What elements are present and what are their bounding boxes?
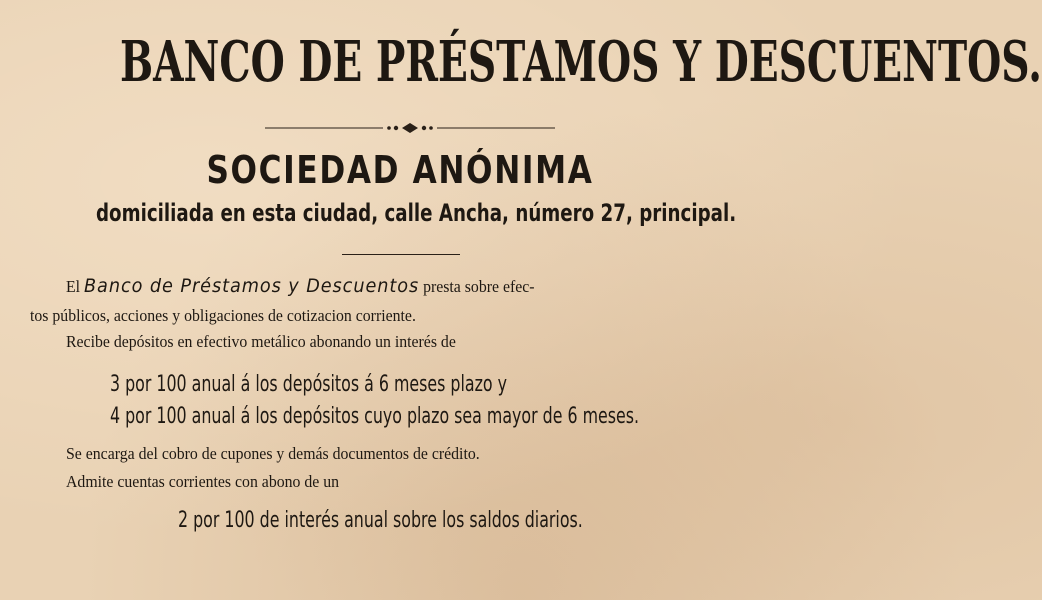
paragraph-4: Admite cuentas corrientes con abono de un — [66, 472, 340, 491]
society-heading: SOCIEDAD ANÓNIMA — [206, 148, 594, 192]
ornament-divider — [265, 119, 555, 137]
rate-line-2: 4 por 100 anual á los depósitos cuyo plazo sea mayor de 6 meses. — [110, 404, 640, 429]
paragraph-3: Se encarga del cobro de cupones y demás documentos de crédito. — [66, 444, 480, 463]
paragraph-2-line-1: Recibe depósitos en efectivo metálico abonando un interés de — [66, 332, 456, 351]
rate-line-3: 2 por 100 de interés anual sobre los saldos diarios. — [178, 508, 583, 533]
rate-line-1: 3 por 100 anual á los depósitos á 6 meses plazo y — [110, 372, 508, 397]
divider-rule — [342, 254, 460, 255]
p1-bank-name: Banco de Préstamos y Descuentos — [84, 275, 420, 297]
p1-prefix: El — [66, 277, 81, 296]
paragraph-1-line-2: tos públicos, acciones y obligaciones de cotizacion corriente. — [30, 306, 416, 325]
address-line: domiciliada en esta ciudad, calle Ancha, número 27, principal. — [96, 199, 737, 227]
p1-suffix: presta sobre efec- — [423, 277, 535, 296]
paragraph-1-line-1 — [66, 276, 535, 297]
bank-name-heading: BANCO DE PRÉSTAMOS Y DESCUENTOS. — [120, 29, 1042, 95]
